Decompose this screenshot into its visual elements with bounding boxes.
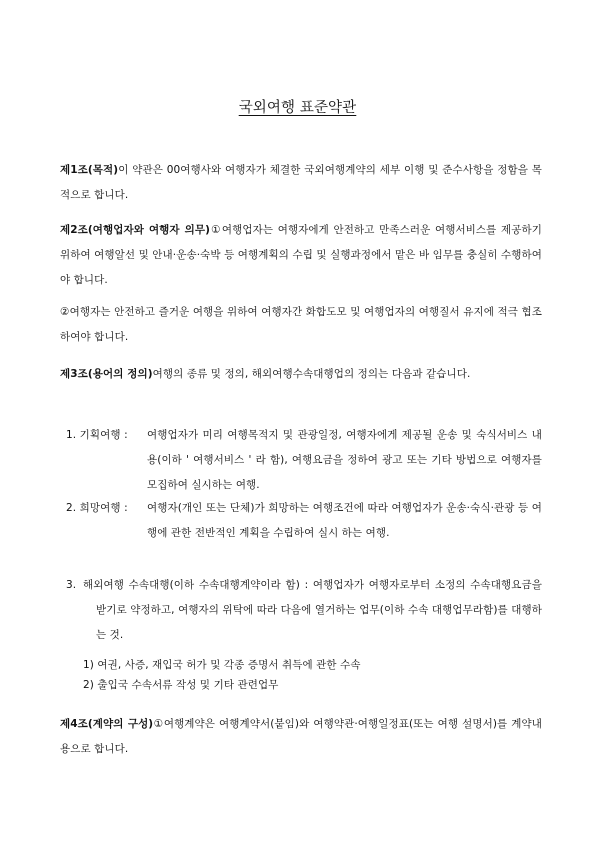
definition-item-3-label: 3. <box>66 579 77 591</box>
definition-item-3-text-content: 해외여행 수속대행(이하 수속대행계약이라 함) : 여행업자가 여행자로부터 소정의 수속대행요금을 받기로 약정하고, 여행자의 위탁에 따라 다음에 열거하는 업무(이하 수속 대행업무라함)를 대행하는 것. <box>83 579 542 641</box>
article-2-body: ①여행업자는 여행자에게 안전하고 만족스러운 여행서비스를 제공하기 위하여 여행알선 및 안내·운송·숙박 등 여행계획의 수립 및 실행과정에서 맡은 바 임무를 충실히 수행하여야 합니다. <box>60 224 542 286</box>
article-3-heading: 제3조(용어의 정의) <box>60 368 153 380</box>
sub-item-2: 2) 출입국 수속서류 작성 및 기타 관련업무 <box>83 679 279 691</box>
article-2-heading: 제2조(여행업자와 여행자 의무) <box>60 224 210 236</box>
article-2-paragraph-2: ②여행자는 안전하고 즐거운 여행을 위하여 여행자간 화합도모 및 여행업자의 여행질서 유지에 적극 협조하여야 합니다. <box>60 306 542 343</box>
article-1-heading: 제1조(목적) <box>60 164 119 176</box>
article-1 <box>60 158 542 208</box>
definition-item-1-label: 1. 기획여행 : <box>66 429 128 441</box>
article-4-heading: 제4조(계약의 구성) <box>60 718 154 730</box>
definition-item-1-text: 여행업자가 미리 여행목적지 및 관광일정, 여행자에게 제공될 운송 및 숙식서비스 내용(이하 ' 여행서비스 ' 라 함), 여행요금을 정하여 광고 또는 기타 방법으로 여행자를 모집하여 실시하는 여행. <box>147 429 542 491</box>
document-title: 국외여행 표준약관 <box>238 100 357 116</box>
article-1-body: 이 약관은 00여행사와 여행자가 체결한 국외여행계약의 세부 이행 및 준수사항을 정함을 목적으로 합니다. <box>60 164 542 201</box>
definition-item-3-text <box>83 573 542 648</box>
article-4 <box>60 712 542 762</box>
article-2 <box>60 218 542 293</box>
definition-item-2-text: 여행자(개인 또는 단체)가 희망하는 여행조건에 따라 여행업자가 운송·숙식·관광 등 여행에 관한 전반적인 계획을 수립하여 실시 하는 여행. <box>147 502 542 539</box>
definition-item-2-label: 2. 희망여행 : <box>66 502 128 514</box>
article-3 <box>60 362 542 387</box>
article-3-body: 여행의 종류 및 정의, 해외여행수속대행업의 정의는 다음과 같습니다. <box>152 368 471 380</box>
article-4-body: ①여행계약은 여행계약서(붙임)와 여행약관·여행일정표(또는 여행 설명서)를 계약내용으로 합니다. <box>60 718 542 755</box>
sub-item-1: 1) 여권, 사증, 재입국 허가 및 각종 증명서 취득에 관한 수속 <box>83 659 361 671</box>
